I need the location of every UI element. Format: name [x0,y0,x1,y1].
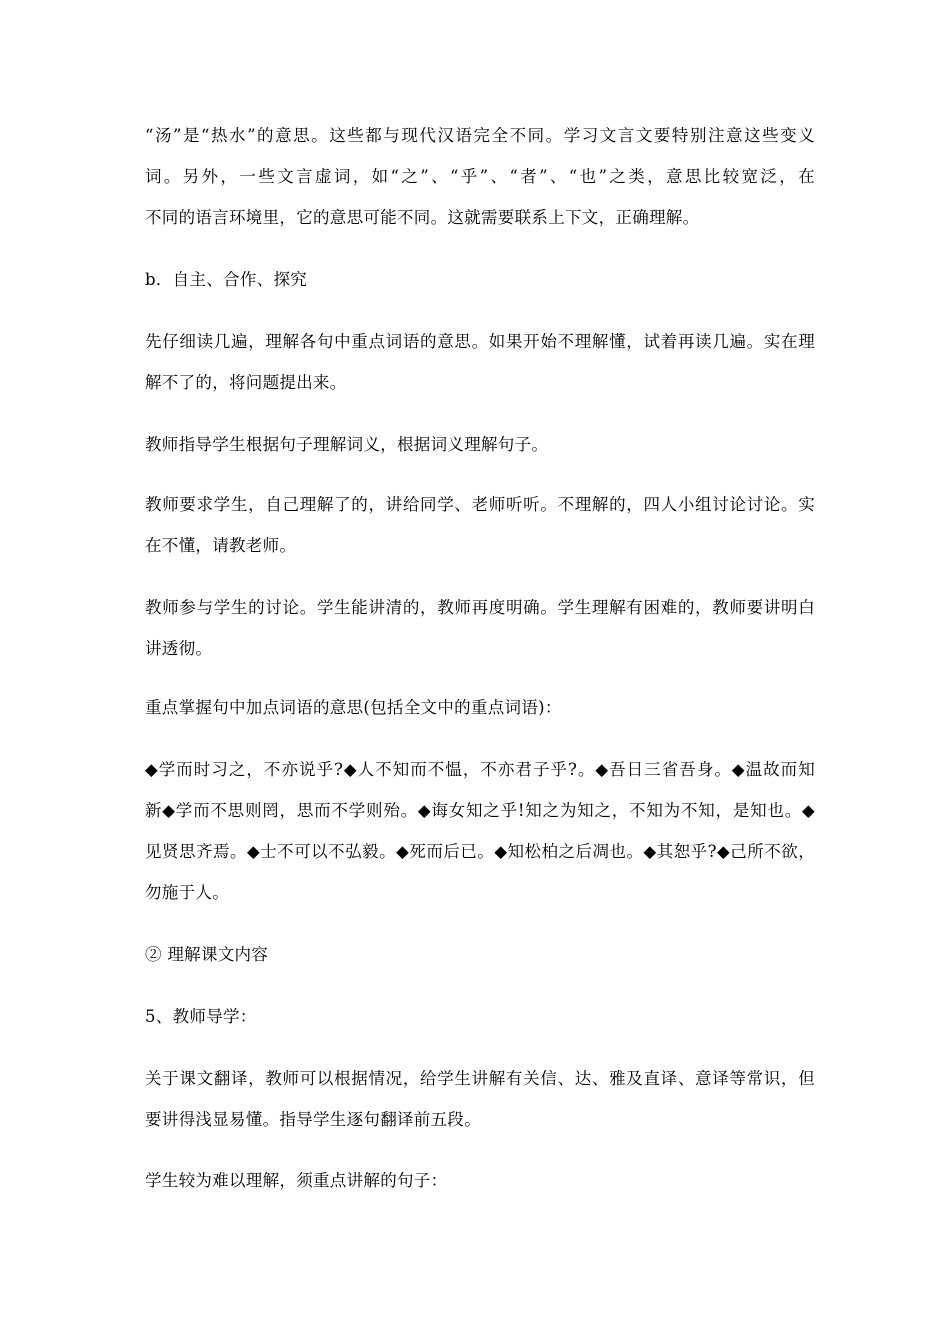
text-line: 词。另外，一些文言虚词，如“之”、“乎”、“者”、“也”之类，意思比较宽泛，在 [145,167,815,186]
text-line: 见贤思齐焉。◆士不可以不弘毅。◆死而后已。◆知松柏之后凋也。◆其恕乎?◆己所不欲， [145,842,815,861]
text-line: 讲透彻。 [145,639,213,658]
section-heading-understand-content [145,934,815,975]
text-line: b．自主、合作、探究 [145,270,308,289]
text-line: 勿施于人。 [145,883,229,902]
text-line: 重点掌握句中加点词语的意思(包括全文中的重点词语)： [145,698,562,717]
text-line: 关于课文翻译，教师可以根据情况，给学生讲解有关信、达、雅及直译、意译等常识，但 [145,1069,815,1088]
section-heading-teacher-guide [145,996,815,1037]
text-line: 教师指导学生根据句子理解词义，根据词义理解句子。 [145,435,549,454]
paragraph-difficult-sentences [145,1160,815,1201]
text-line: 5、教师导学： [145,1007,257,1026]
text-line: 不同的语言环境里，它的意思可能不同。这就需要联系上下文，正确理解。 [145,208,700,227]
section-heading-b [145,259,815,300]
text-line: 学生较为难以理解，须重点讲解的句子： [145,1171,448,1190]
text-line: “汤”是“热水”的意思。这些都与现代汉语完全不同。学习文言文要特别注意这些变义 [145,126,815,145]
paragraph-key-words-intro [145,687,815,728]
paragraph-teacher-guidance [145,424,815,465]
text-line: 要讲得浅显易懂。指导学生逐句翻译前五段。 [145,1110,481,1129]
paragraph-quotation-list [145,749,815,913]
text-line: ② 理解课文内容 [145,945,269,964]
paragraph-teacher-discussion [145,587,815,669]
paragraph-read-carefully [145,321,815,403]
paragraph-word-meaning-change [145,115,815,238]
text-line: 在不懂，请教老师。 [145,536,297,555]
text-line: 教师要求学生，自己理解了的，讲给同学、老师听听。不理解的，四人小组讨论讨论。实 [145,495,815,514]
text-line: 解不了的，将问题提出来。 [145,373,347,392]
paragraph-teacher-requirement [145,484,815,566]
paragraph-translation [145,1058,815,1140]
text-line: ◆学而时习之，不亦说乎?◆人不知而不愠，不亦君子乎?。◆吾日三省吾身。◆温故而知 [145,760,815,779]
text-line: 教师参与学生的讨论。学生能讲清的，教师再度明确。学生理解有困难的，教师要讲明白 [145,598,815,617]
text-line: 新◆学而不思则罔，思而不学则殆。◆诲女知之乎!知之为知之，不知为不知，是知也。◆ [145,801,815,820]
text-line: 先仔细读几遍，理解各句中重点词语的意思。如果开始不理解懂，试着再读几遍。实在理 [145,332,815,351]
